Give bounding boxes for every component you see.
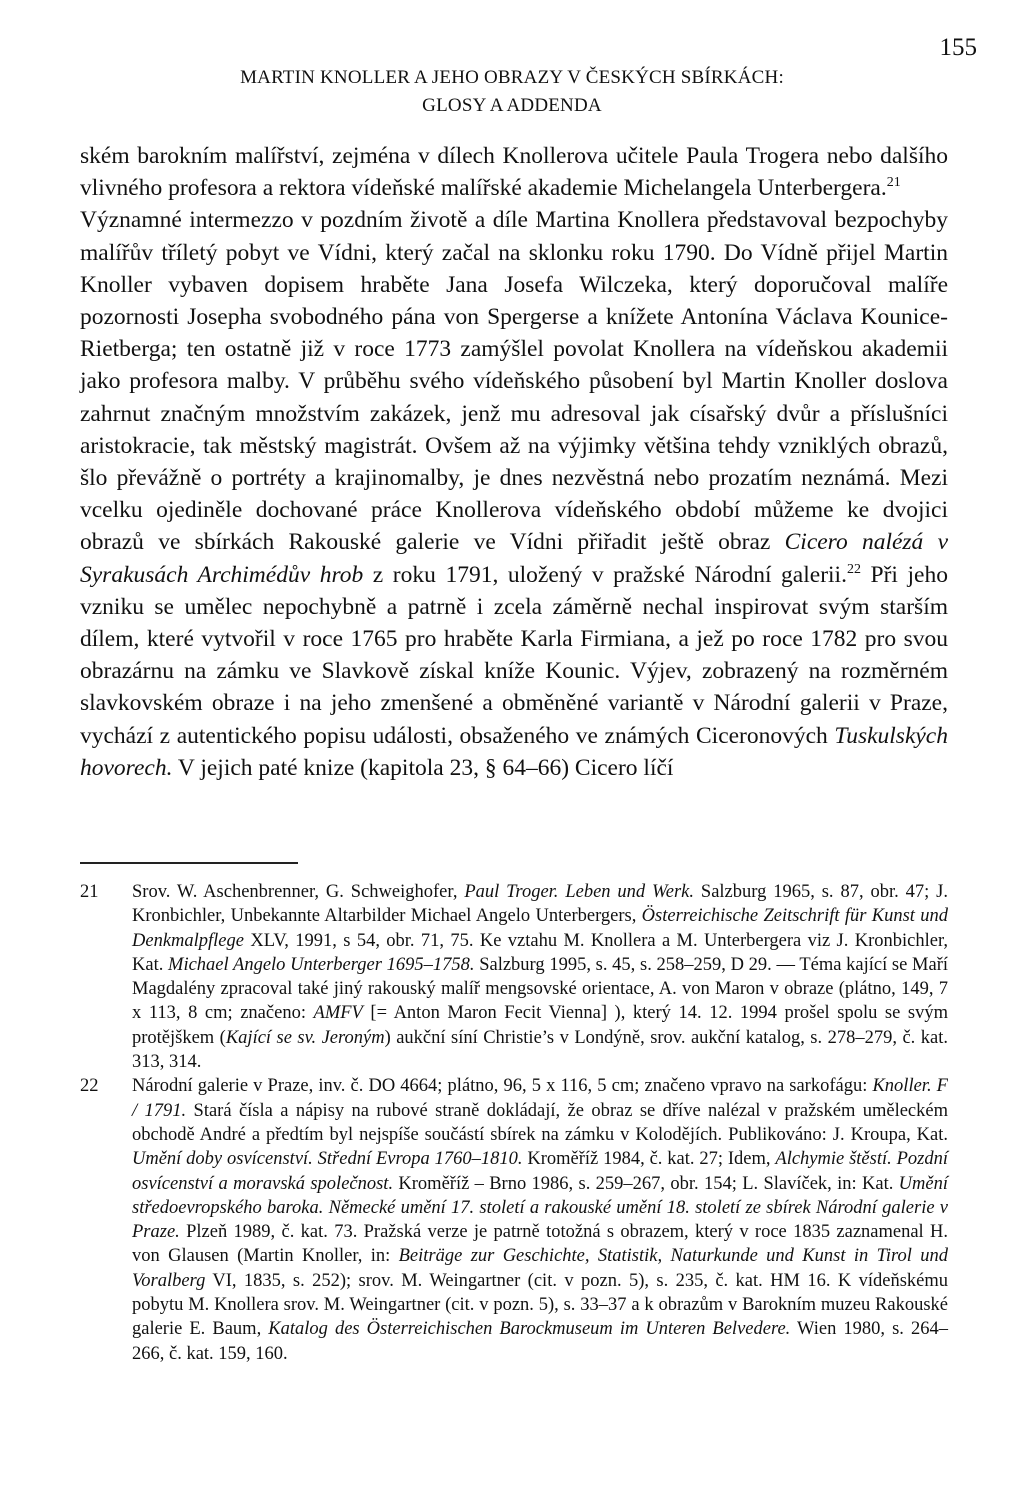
fn21-title-j: Kající se sv. Jeroným (225, 1027, 385, 1048)
fn21-text-k: ) aukční síní Christie’s v Londýně, srov. aukční katalog, s. 278–279, č. kat. 313, 314. (132, 1027, 948, 1073)
fn21-title-b: Paul Troger. Leben und Werk. (464, 882, 695, 902)
fn21-text-g: Salzburg 1995, s. 45, s. 258–259, D 29. — Téma kající se Maří Magdalény zpracoval také jiný rakouský malíř mengsovské orientace, A. von Maron v obraze (plátno, 149, 7 x 113, 8 cm; značeno: (132, 954, 948, 1024)
fn21-text-c: Salzburg 1965, s. 87, obr. 47; J. Kronbichler, Unbekannte Altarbilder Michael Angelo Unterbergers, (132, 882, 948, 927)
fn21-title-f: Michael Angelo Unterberger 1695–1758. (168, 954, 475, 975)
main-text (80, 140, 948, 784)
fn22-text-m: Wien 1980, s. 264–266, č. kat. 159, 160. (132, 1319, 948, 1364)
footnote-separator (80, 862, 298, 864)
footnote-ref-21[interactable]: 21 (886, 175, 901, 191)
footnote-number-22: 22 (80, 1076, 99, 1097)
footnote-22 (80, 1074, 948, 1366)
page-number: 155 (939, 34, 977, 61)
running-head (0, 64, 1024, 120)
fn21-text-e: XLV, 1991, s 54, obr. 71, 75. Ke vztahu M. Knollera a M. Unterbergera viz J. Kronbichler, Kat. (132, 930, 948, 975)
paragraph-1 (80, 140, 948, 204)
footnotes (80, 880, 948, 1366)
artwork-title: Cicero nalézá v Syrakusách Archimédův hrob (80, 529, 948, 588)
fn22-title-l: Katalog des Österreichischen Barockmuseum im Unteren Belvedere. (268, 1319, 791, 1340)
fn22-title-f: Alchymie štěstí. Pozdní osvícenství a moravská společnost. (132, 1149, 948, 1194)
footnote-ref-22[interactable]: 22 (846, 561, 861, 577)
paragraph-2-text-a: Významné intermezzo v pozdním životě a díle Martina Knollera představoval bezpochyby malířův tříletý pobyt ve Vídni, který začal na sklonku roku 1790. Do Vídně přijel Martin Knoller vybaven dopisem hraběte Jana Josefa Wilczeka, který doporučoval malíře pozornosti Josepha svobodného pána von Spergerse a knížete Antonína Václava Kounice-Rietberga; ten ostatně již v roce 1773 zamýšlel povolat Knollera na vídeňskou akademii jako profesora malby. V průběhu svého vídeňského působení byl Martin Knoller doslova zahrnut značným množstvím zakázek, jenž mu adresoval jak císařský dvůr a příslušníci aristokracie, tak městský magistrát. Ovšem až na výjimky většina tehdy vzniklých obrazů, šlo převážně o portréty a krajinomalby, je dnes nezvěstná nebo prozatím neznámá. Mezi vcelku ojediněle dochované práce Knollerova vídeňského období můžeme ke dvojici obrazů ve sbírkách Rakouské galerie ve Vídni přiřadit ještě obraz (80, 207, 948, 556)
fn21-signature-h: AMFV (313, 1003, 363, 1024)
running-head-line1: MARTIN KNOLLER A JEHO OBRAZY V ČESKÝCH SBÍRKÁCH: (240, 67, 784, 88)
fn21-text-i: [= Anton Maron Fecit Vienna] ), který 14. 12. 1994 prošel spolu se svým protějškem ( (132, 1003, 948, 1048)
paragraph-2-text-d: V jejich paté knize (kapitola 23, § 64–66) Cicero líčí (172, 754, 674, 781)
fn22-text-a: Národní galerie v Praze, inv. č. DO 4664; plátno, 96, 5 x 116, 5 cm; značeno vpravo na sarkofágu: (132, 1076, 873, 1097)
fn21-text-a: Srov. W. Aschenbrenner, G. Schweighofer, (132, 882, 465, 902)
fn22-signature-b: Knoller. F / 1791. (132, 1076, 948, 1121)
footnote-number-21: 21 (80, 882, 99, 902)
paragraph-2-text-c: Při jeho vzniku se umělec nepochybně a patrně i zcela záměrně nechal inspirovat svým starším dílem, které vytvořil v roce 1765 pro hraběte Karla Firmiana, a jež po roce 1782 pro svou obrazárnu na zámku ve Slavkově získal kníže Kounic. Výjev, zobrazený na rozměrném slavkovském obraze i na jeho zmenšené a obměněné variantě v Národní galerii v Praze, vychází z autentického popisu události, obsaženého ve známých Ciceronových (80, 561, 948, 749)
fn22-text-e: Kroměříž 1984, č. kat. 27; Idem, (522, 1149, 776, 1170)
fn22-text-k: VI, 1835, s. 252); srov. M. Weingartner (cit. v pozn. 5), s. 235, č. kat. HM 16. K vídeňskému pobytu M. Knollera srov. M. Weingartner (cit. v pozn. 5), s. 33–37 a k obrazům v Barokním muzeu Rakouské galerie E. Baum, (132, 1270, 948, 1340)
paragraph-2-text-b: z roku 1791, uložený v pražské Národní galerii. (363, 561, 847, 588)
fn22-title-d: Umění doby osvícenství. Střední Evropa 1760–1810. (132, 1149, 523, 1170)
fn22-title-j: Beiträge zur Geschichte, Statistik, Naturkunde und Kunst in Tirol und Voralberg (132, 1246, 948, 1291)
fn22-text-c: Stará čísla a nápisy na rubové straně dokládají, že obraz se dříve nalézal v pražském uměleckém obchodě André a předtím byl nejspíše součástí sbírek na zámku v Kolodějích. Publikováno: J. Kroupa, Kat. (132, 1100, 948, 1145)
fn21-title-d: Österreichische Zeitschrift für Kunst und Denkmalpflege (132, 906, 949, 951)
paragraph-2 (80, 204, 948, 784)
footnote-21 (80, 880, 948, 1074)
paragraph-1-text: ském barokním malířství, zejména v dílech Knollerova učitele Paula Trogera nebo dalšího vlivného profesora a rektora vídeňské malířské akademie Michelangela Unterbergera. (80, 143, 948, 202)
fn22-text-g: Kroměříž – Brno 1986, s. 259–267, obr. 154; L. Slavíček, in: Kat. (393, 1173, 899, 1194)
running-head-line2: GLOSY A ADDENDA (422, 95, 602, 116)
work-title: Tuskulských hovorech. (80, 722, 948, 781)
fn22-title-h: Umění středoevropského baroka. Německé umění 17. století a rakouské umění 18. století ze sbírek Národní galerie v Praze. (132, 1173, 948, 1243)
fn22-text-i: Plzeň 1989, č. kat. 73. Pražská verze je patrně totožná s obrazem, který v roce 1835 zaznamenal H. von Glausen (Martin Knoller, in: (132, 1222, 948, 1267)
